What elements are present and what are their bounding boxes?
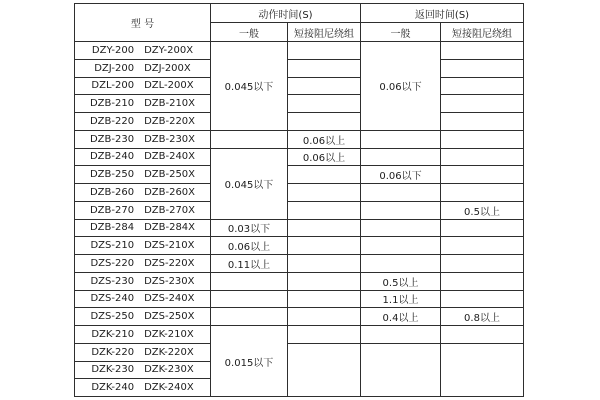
- model-name: DZB-260: [89, 186, 135, 198]
- model-name: DZB-230: [89, 133, 135, 145]
- empty-cell: [288, 219, 361, 237]
- table-row: [75, 237, 524, 255]
- model-cell: [75, 130, 211, 148]
- value-cell: 0.5以上: [441, 201, 524, 219]
- model-cell: [75, 219, 211, 237]
- table-row: [75, 255, 524, 273]
- model-name: DZB-250X: [144, 169, 196, 181]
- model-name: DZS-220X: [144, 257, 195, 269]
- empty-cell: [361, 201, 441, 219]
- model-cell: [75, 148, 211, 166]
- header-action-time: 动作时间(S): [211, 4, 361, 23]
- model-name: DZK-220X: [144, 346, 194, 358]
- value-cell: 0.045以下: [211, 42, 288, 131]
- model-cell: [75, 237, 211, 255]
- model-name: DZB-240: [89, 151, 135, 163]
- empty-cell: [441, 343, 524, 396]
- table-row: [75, 326, 524, 344]
- value-cell: 0.045以下: [211, 148, 288, 219]
- header-model: 型 号: [75, 4, 211, 42]
- model-cell: [75, 255, 211, 273]
- model-name: DZK-210: [91, 328, 135, 340]
- empty-cell: [441, 219, 524, 237]
- value-cell: 0.5以上: [361, 272, 441, 290]
- empty-cell: [361, 237, 441, 255]
- empty-cell: [288, 255, 361, 273]
- model-cell: [75, 77, 211, 95]
- empty-cell: [361, 130, 441, 148]
- empty-cell: [288, 184, 361, 202]
- model-name: DZB-210X: [144, 98, 196, 110]
- table-row: [75, 77, 524, 95]
- model-name: DZK-230: [91, 364, 135, 376]
- table-row: [75, 95, 524, 113]
- model-name: DZB-230X: [144, 133, 196, 145]
- empty-cell: [441, 42, 524, 60]
- model-name: DZS-220: [90, 257, 135, 269]
- empty-cell: [288, 113, 361, 131]
- table-row: [75, 130, 524, 148]
- model-name: DZL-200: [91, 80, 135, 92]
- model-name: DZS-230: [90, 275, 135, 287]
- model-name: DZY-200X: [144, 44, 194, 56]
- model-name: DZL-200X: [144, 80, 194, 92]
- model-cell: [75, 59, 211, 77]
- empty-cell: [361, 219, 441, 237]
- table-row: [75, 184, 524, 202]
- empty-cell: [211, 130, 288, 148]
- table-row: [75, 308, 524, 326]
- empty-cell: [441, 237, 524, 255]
- value-cell: 1.1以上: [361, 290, 441, 308]
- empty-cell: [441, 272, 524, 290]
- table-row: [75, 166, 524, 184]
- model-name: DZB-284: [89, 222, 135, 234]
- empty-cell: [441, 113, 524, 131]
- table-row: [75, 148, 524, 166]
- model-name: DZJ-200: [94, 62, 135, 74]
- empty-cell: [288, 95, 361, 113]
- model-name: DZB-250: [89, 169, 135, 181]
- empty-cell: [288, 343, 361, 396]
- table-row: [75, 290, 524, 308]
- empty-cell: [288, 166, 361, 184]
- model-name: DZS-230X: [144, 275, 195, 287]
- empty-cell: [211, 290, 288, 308]
- model-cell: [75, 42, 211, 60]
- model-cell: [75, 343, 211, 361]
- table-row: [75, 219, 524, 237]
- model-name: DZK-210X: [144, 328, 194, 340]
- model-name: DZK-240: [91, 382, 135, 394]
- header-return-time: 返回时间(S): [361, 4, 524, 23]
- model-cell: [75, 361, 211, 379]
- model-name: DZK-240X: [144, 382, 194, 394]
- model-name: DZY-200: [91, 44, 135, 56]
- model-name: DZK-230X: [144, 364, 194, 376]
- empty-cell: [441, 130, 524, 148]
- model-name: DZK-220: [91, 346, 135, 358]
- model-name: DZB-270X: [144, 204, 196, 216]
- empty-cell: [361, 148, 441, 166]
- model-name: DZB-284X: [144, 222, 196, 234]
- model-name: DZB-260X: [144, 186, 196, 198]
- model-cell: [75, 326, 211, 344]
- model-cell: [75, 166, 211, 184]
- model-name: DZB-210: [89, 98, 135, 110]
- model-cell: [75, 272, 211, 290]
- model-name: DZS-250: [90, 311, 135, 323]
- empty-cell: [361, 184, 441, 202]
- value-cell: 0.06以下: [361, 42, 441, 131]
- empty-cell: [441, 326, 524, 344]
- empty-cell: [211, 308, 288, 326]
- empty-cell: [361, 326, 441, 344]
- value-cell: 0.06以上: [288, 130, 361, 148]
- empty-cell: [288, 326, 361, 344]
- value-cell: 0.06以上: [211, 237, 288, 255]
- model-name: DZS-240: [90, 293, 135, 305]
- empty-cell: [441, 77, 524, 95]
- model-cell: [75, 201, 211, 219]
- empty-cell: [441, 95, 524, 113]
- model-name: DZB-220X: [144, 115, 196, 127]
- model-name: DZS-210: [90, 240, 135, 252]
- value-cell: 0.06以下: [361, 166, 441, 184]
- value-cell: 0.06以上: [288, 148, 361, 166]
- table-row: [75, 272, 524, 290]
- empty-cell: [288, 237, 361, 255]
- model-name: DZB-240X: [144, 151, 196, 163]
- value-cell: 0.8以上: [441, 308, 524, 326]
- model-name: DZS-210X: [144, 240, 195, 252]
- model-cell: [75, 308, 211, 326]
- value-cell: 0.015以下: [211, 326, 288, 397]
- empty-cell: [441, 290, 524, 308]
- model-name: DZJ-200X: [144, 62, 191, 74]
- table-row: [75, 42, 524, 60]
- model-cell: [75, 379, 211, 397]
- empty-cell: [288, 290, 361, 308]
- value-cell: 0.11以上: [211, 255, 288, 273]
- model-name: DZS-250X: [144, 311, 195, 323]
- empty-cell: [288, 308, 361, 326]
- empty-cell: [441, 148, 524, 166]
- empty-cell: [288, 77, 361, 95]
- empty-cell: [441, 255, 524, 273]
- empty-cell: [441, 184, 524, 202]
- model-name: DZB-270: [89, 204, 135, 216]
- value-cell: 0.4以上: [361, 308, 441, 326]
- model-name: DZB-220: [89, 115, 135, 127]
- header-return-damping: 短接阻尼绕组: [441, 23, 524, 42]
- empty-cell: [361, 343, 441, 396]
- empty-cell: [288, 42, 361, 60]
- model-cell: [75, 184, 211, 202]
- header-action-general: 一般: [211, 23, 288, 42]
- empty-cell: [288, 201, 361, 219]
- header-return-general: 一般: [361, 23, 441, 42]
- model-cell: [75, 290, 211, 308]
- table-row: [75, 201, 524, 219]
- model-name: DZS-240X: [144, 293, 195, 305]
- empty-cell: [441, 59, 524, 77]
- table-row: [75, 343, 524, 361]
- empty-cell: [288, 272, 361, 290]
- model-cell: [75, 113, 211, 131]
- empty-cell: [441, 166, 524, 184]
- header-action-damping: 短接阻尼绕组: [288, 23, 361, 42]
- empty-cell: [361, 255, 441, 273]
- relay-spec-table: [74, 3, 524, 397]
- model-cell: [75, 95, 211, 113]
- empty-cell: [211, 272, 288, 290]
- value-cell: 0.03以下: [211, 219, 288, 237]
- table-row: [75, 113, 524, 131]
- empty-cell: [288, 59, 361, 77]
- table-row: [75, 59, 524, 77]
